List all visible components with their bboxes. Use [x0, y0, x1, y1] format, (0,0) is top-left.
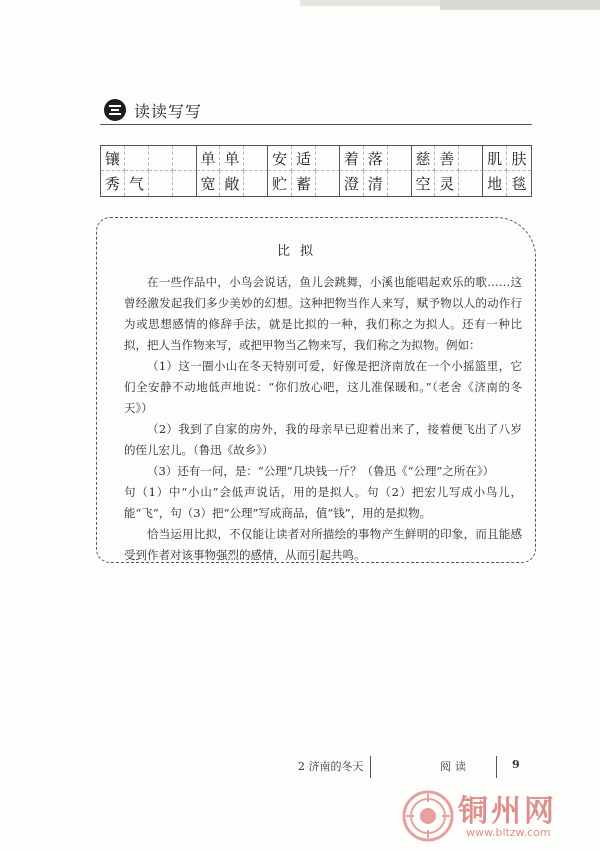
- vocab-cell: 贮: [268, 171, 292, 196]
- box-paragraph: 恰当运用比拟，不仅能让读者对所描绘的事物产生鲜明的印象，而且能感受到作者对该事物强烈的感情，从而引起共鸣。: [124, 527, 522, 562]
- footer-section-label: 阅读: [440, 760, 470, 773]
- page-number: 9: [512, 758, 520, 771]
- vocab-cell: 空: [412, 171, 436, 196]
- box-title: 比拟: [276, 244, 323, 259]
- watermark-site-name: 铜州网: [458, 794, 557, 829]
- section-title: 读读写写: [134, 101, 203, 121]
- vocab-cell: [149, 146, 173, 171]
- footer-divider: [370, 756, 371, 778]
- box-text: [124, 272, 522, 566]
- vocab-cell: [244, 171, 268, 196]
- vocab-cell: 澄: [340, 171, 364, 196]
- box-paragraph: 句（1）中“小山”会低声说话，用的是拟人。句（2）把宏儿写成小鸟儿，能“飞”，句（3）把“公理”写成商品，值“钱”，用的是拟物。: [124, 485, 522, 520]
- vocab-cell: 镶: [101, 146, 125, 171]
- vocab-cell: [388, 171, 412, 196]
- vocab-cell: [459, 171, 483, 196]
- vocab-cell: [388, 146, 412, 171]
- vocab-cell: [173, 146, 197, 171]
- vocab-cell: 肌: [483, 146, 507, 171]
- circled-three-icon: [104, 99, 126, 121]
- vocab-cell: 善: [435, 146, 459, 171]
- vocab-cell: 清: [364, 171, 388, 196]
- box-paragraph: （1）这一圈小山在冬天特别可爱，好像是把济南放在一个小摇篮里，它们全安静不动地低声地说：“你们放心吧，这儿准保暖和。”（老舍《济南的冬天》）: [124, 359, 522, 415]
- top-edge-strip-dark: [440, 0, 600, 10]
- vocab-cell: [459, 146, 483, 171]
- vocab-cell: 气: [125, 171, 149, 196]
- vocab-cell: 适: [292, 146, 316, 171]
- watermark-url: www.bltzw.com: [466, 826, 551, 839]
- vocab-cell: 宽: [197, 171, 221, 196]
- footer-divider: [496, 756, 497, 778]
- vocab-cell: 秀: [101, 171, 125, 196]
- site-seal-icon: [402, 790, 454, 842]
- footer-lesson: 2 济南的冬天: [298, 760, 364, 773]
- vocab-cell: 地: [483, 171, 507, 196]
- box-paragraph: （2）我到了自家的房外，我的母亲早已迎着出来了，接着便飞出了八岁的侄儿宏儿。（鲁迅《故乡》）: [124, 422, 522, 457]
- vocab-cell: 肤: [507, 146, 531, 171]
- vocab-cell: [244, 146, 268, 171]
- vocab-cell: 慈: [412, 146, 436, 171]
- section-rule: [100, 124, 532, 125]
- box-paragraph: 在一些作品中，小鸟会说话，鱼儿会跳舞，小溪也能唱起欢乐的歌……这曾经激发起我们多少美妙的幻想。这种把物当作人来写，赋予物以人的动作行为或思想感情的修辞手法，就是比拟的一种，我们称之为拟人。还有一种比拟，把人当作物来写，或把甲物当乙物来写，我们称之为拟物。例如：: [124, 275, 522, 352]
- vocab-cell: 单: [220, 146, 244, 171]
- vocab-cell: 安: [268, 146, 292, 171]
- vocab-cell: [316, 171, 340, 196]
- vocab-cell: 着: [340, 146, 364, 171]
- vocab-cell: [149, 171, 173, 196]
- vocab-cell: 灵: [435, 171, 459, 196]
- vocabulary-grid: [100, 145, 532, 197]
- section-header: [104, 97, 202, 123]
- vocab-cell: 敞: [220, 171, 244, 196]
- vocab-cell: [125, 146, 149, 171]
- box-paragraph: （3）还有一问，是：“公理”几块钱一斤？（鲁迅《“公理”之所在》）: [147, 464, 495, 478]
- vocab-cell: 毯: [511, 175, 527, 193]
- vocab-cell: [316, 146, 340, 171]
- vocab-cell: [173, 171, 197, 196]
- vocab-cell: 单: [197, 146, 221, 171]
- vocab-cell: 落: [364, 146, 388, 171]
- vocab-cell: 蓄: [292, 171, 316, 196]
